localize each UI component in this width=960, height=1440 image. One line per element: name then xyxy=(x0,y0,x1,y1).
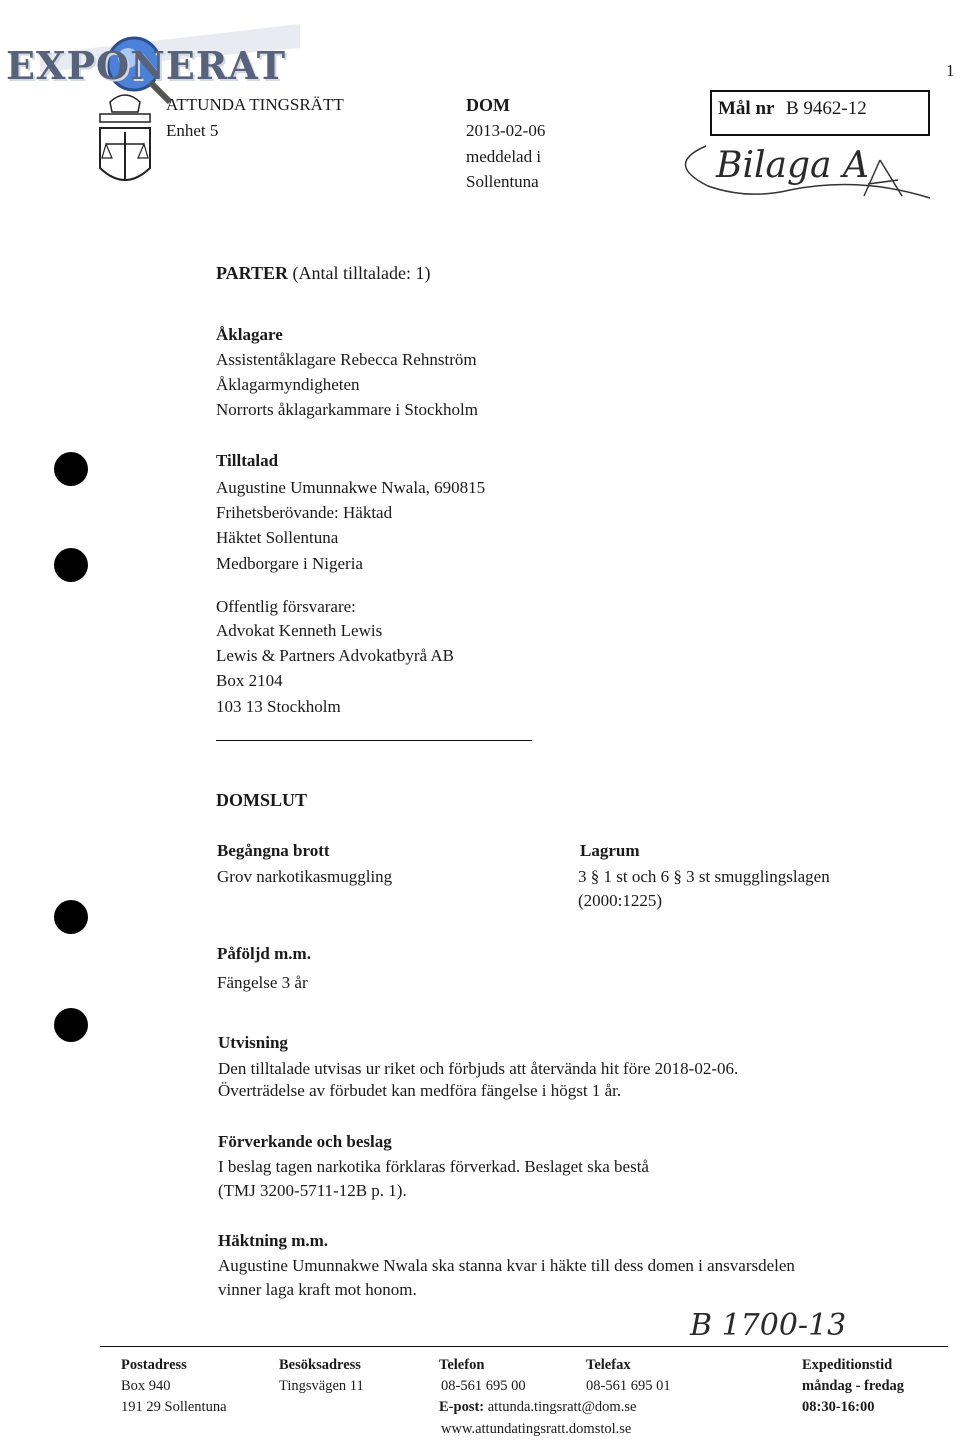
footer-email-label: E-post: xyxy=(439,1399,485,1415)
defender-line: Offentlig försvarare: xyxy=(216,597,356,616)
court-unit: Enhet 5 xyxy=(166,121,219,140)
expulsion-line: Den tilltalade utvisas ur riket och förbjuds att återvända hit före 2018-02-06. xyxy=(218,1059,739,1078)
issued-label: meddelad i xyxy=(466,147,542,166)
expulsion-heading: Utvisning xyxy=(218,1033,288,1052)
detention-heading: Häktning m.m. xyxy=(218,1231,329,1250)
defendant-heading: Tilltalad xyxy=(216,451,279,470)
detention-line: Augustine Umunnakwe Nwala ska stanna kvar i häkte till dess domen i ansvarsdelen xyxy=(218,1256,795,1275)
handwritten-annex-mark xyxy=(660,140,950,214)
footer-fax: 08-561 695 01 xyxy=(586,1378,671,1394)
punch-hole xyxy=(54,900,88,934)
footer-postal-label: Postadress xyxy=(121,1357,187,1373)
court-name: ATTUNDA TINGSRÄTT xyxy=(166,95,344,114)
forfeiture-heading: Förverkande och beslag xyxy=(218,1132,392,1151)
parties-heading-line xyxy=(216,262,431,284)
footer-visit-line: Tingsvägen 11 xyxy=(279,1378,364,1394)
crimes-heading: Begångna brott xyxy=(217,841,330,860)
document-type: DOM xyxy=(466,95,510,115)
footer-hours-label: Expeditionstid xyxy=(802,1357,893,1373)
prosecutor-line: Åklagarmyndigheten xyxy=(216,375,360,394)
case-number-label: Mål nr xyxy=(718,98,775,119)
defendant-line: Medborgare i Nigeria xyxy=(216,554,363,573)
section-divider xyxy=(216,740,532,741)
defender-line: 103 13 Stockholm xyxy=(216,697,341,716)
law-reference: 3 § 1 st och 6 § 3 st smugglingslagen xyxy=(578,867,830,886)
footer-phone-label: Telefon xyxy=(439,1357,485,1373)
defender-line: Box 2104 xyxy=(216,671,283,690)
defendant-line: Frihetsberövande: Häktad xyxy=(216,503,393,522)
expulsion-line: Överträdelse av förbudet kan medföra fängelse i högst 1 år. xyxy=(218,1081,622,1100)
crime: Grov narkotikasmuggling xyxy=(217,867,393,886)
defender-line: Lewis & Partners Advokatbyrå AB xyxy=(216,646,454,665)
watermark-text: EXPONERAT xyxy=(6,43,287,88)
detention-line: vinner laga kraft mot honom. xyxy=(218,1280,417,1299)
defendant-line: Häktet Sollentuna xyxy=(216,528,339,547)
defendant-line: Augustine Umunnakwe Nwala, 690815 xyxy=(216,478,486,497)
footer-fax-label: Telefax xyxy=(586,1357,631,1373)
defender-line: Advokat Kenneth Lewis xyxy=(216,621,383,640)
coat-of-arms-icon xyxy=(92,88,158,196)
footer-email-line xyxy=(439,1398,636,1416)
prosecutor-heading: Åklagare xyxy=(216,325,283,344)
prosecutor-line: Norrorts åklagarkammare i Stockholm xyxy=(216,400,479,419)
issued-place: Sollentuna xyxy=(466,172,539,191)
footer-phone: 08-561 695 00 xyxy=(441,1378,526,1394)
judgment-date: 2013-02-06 xyxy=(466,121,546,140)
footer-email[interactable]: attunda.tingsratt@dom.se xyxy=(487,1399,637,1415)
case-number: B 9462-12 xyxy=(786,98,867,119)
punch-hole xyxy=(54,452,88,486)
sanction-heading: Påföljd m.m. xyxy=(217,944,311,963)
footer-postal-line: 191 29 Sollentuna xyxy=(121,1399,227,1415)
verdict-heading: DOMSLUT xyxy=(216,790,308,810)
sanction: Fängelse 3 år xyxy=(217,973,308,992)
forfeiture-line: I beslag tagen narkotika förklaras förverkad. Beslaget ska bestå xyxy=(218,1157,649,1176)
page-number: 1 xyxy=(946,61,955,80)
defendant-count: (Antal tilltalade: 1) xyxy=(292,263,431,283)
footer-divider xyxy=(100,1346,948,1347)
footer-hours-days: måndag - fredag xyxy=(802,1378,905,1394)
case-number-box xyxy=(710,90,930,136)
prosecutor-line: Assistentåklagare Rebecca Rehnström xyxy=(216,350,477,369)
footer-postal-line: Box 940 xyxy=(121,1378,171,1394)
footer-hours-time: 08:30-16:00 xyxy=(802,1399,875,1415)
parties-heading: PARTER xyxy=(216,263,289,283)
law-heading: Lagrum xyxy=(580,841,640,860)
law-reference-sfs: (2000:1225) xyxy=(578,891,663,910)
footer-visit-label: Besöksadress xyxy=(279,1357,361,1373)
punch-hole xyxy=(54,548,88,582)
handwritten-annex: Bilaga A xyxy=(716,145,869,186)
punch-hole xyxy=(54,1008,88,1042)
handwritten-reference: B 1700-13 xyxy=(690,1308,847,1343)
forfeiture-line: (TMJ 3200-5711-12B p. 1). xyxy=(218,1181,407,1200)
footer-website[interactable]: www.attundatingsratt.domstol.se xyxy=(441,1421,632,1437)
